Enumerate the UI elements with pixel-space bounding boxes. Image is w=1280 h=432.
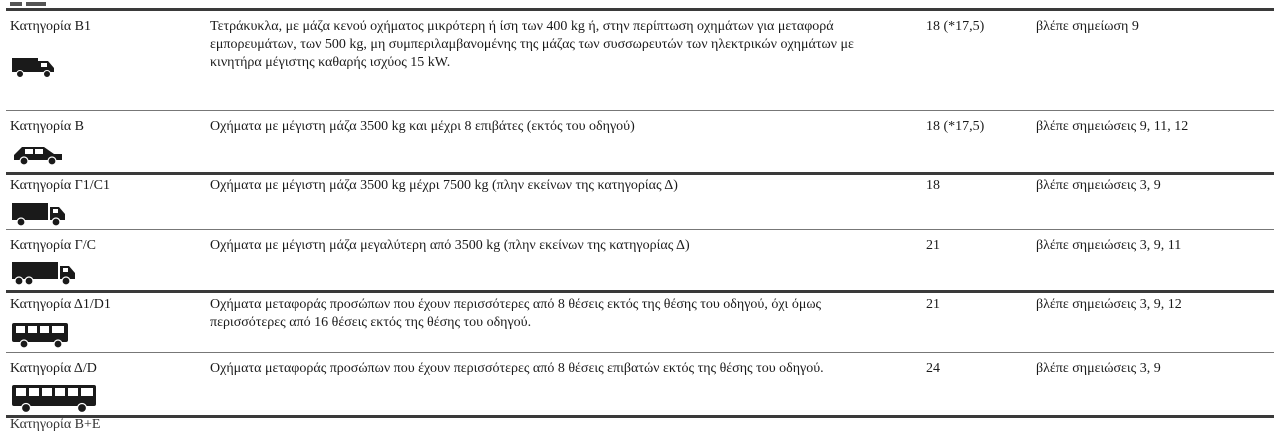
category-description: Οχήματα μεταφοράς προσώπων που έχουν περισσότερες από 8 θέσεις εκτός της θέσης του οδηγού, όχι όμως περισσότερες από 16 θέσεις εκτός της θέσης του οδηγού. bbox=[210, 297, 822, 330]
minimum-age: 18 bbox=[926, 178, 940, 193]
table-rule bbox=[6, 8, 1274, 11]
table-rule bbox=[6, 172, 1274, 175]
row-divider bbox=[6, 110, 1274, 111]
quad-van-icon bbox=[10, 54, 62, 80]
notes-reference: βλέπε σημειώσεις 3, 9, 11 bbox=[1036, 238, 1182, 253]
category-description: Οχήματα με μέγιστη μάζα 3500 kg και μέχρι 8 επιβάτες (εκτός του οδηγού) bbox=[210, 119, 635, 134]
heavy-truck-icon bbox=[10, 259, 78, 287]
category-description: Οχήματα με μέγιστη μάζα μεγαλύτερη από 3500 kg (πλην εκείνων της κατηγορίας Δ) bbox=[210, 238, 690, 253]
category-label: Κατηγορία Δ/D bbox=[10, 361, 97, 376]
minimum-age: 21 bbox=[926, 297, 940, 312]
category-description: Οχήματα με μέγιστη μάζα 3500 kg μέχρι 7500 kg (πλην εκείνων της κατηγορίας Δ) bbox=[210, 178, 678, 193]
minimum-age: 24 bbox=[926, 361, 940, 376]
notes-reference: βλέπε σημειώσεις 9, 11, 12 bbox=[1036, 119, 1189, 134]
category-label: Κατηγορία Β bbox=[10, 119, 84, 134]
row-divider bbox=[6, 229, 1274, 230]
light-truck-icon bbox=[10, 200, 68, 228]
car-icon bbox=[10, 142, 66, 166]
category-description: Οχήματα μεταφοράς προσώπων που έχουν περισσότερες από 8 θέσεις επιβατών εκτός της θέσης του οδηγού. bbox=[210, 361, 824, 376]
minimum-age: 18 (*17,5) bbox=[926, 119, 985, 134]
cut-off-row-fragment: Κατηγορία Β+Ε bbox=[10, 417, 101, 432]
cut-off-text-fragment bbox=[10, 0, 70, 6]
notes-reference: βλέπε σημειώσεις 3, 9, 12 bbox=[1036, 297, 1182, 312]
row-divider bbox=[6, 352, 1274, 353]
minibus-icon bbox=[10, 320, 72, 350]
minimum-age: 21 bbox=[926, 238, 940, 253]
category-description: Τετράκυκλα, με μάζα κενού οχήματος μικρότερη ή ίση των 400 kg ή, στην περίπτωση οχημάτων για μεταφορά εμπορευμάτων, των 500 kg, μη συμπεριλαμβανομένης της μάζας των συσσωρευτών των ηλεκτρικών οχημάτων με κινητήρα μέγιστης καθαρής ισχύος 15 kW. bbox=[210, 19, 854, 70]
notes-reference: βλέπε σημειώσεις 3, 9 bbox=[1036, 361, 1161, 376]
table-rule bbox=[6, 290, 1274, 293]
table-rule bbox=[6, 415, 1274, 418]
category-label: Κατηγορία Β1 bbox=[10, 19, 91, 34]
minimum-age: 18 (*17,5) bbox=[926, 19, 985, 34]
category-label: Κατηγορία Γ1/C1 bbox=[10, 178, 110, 193]
notes-reference: βλέπε σημειώσεις 3, 9 bbox=[1036, 178, 1161, 193]
category-label: Κατηγορία Γ/C bbox=[10, 238, 96, 253]
bus-icon bbox=[10, 382, 100, 414]
notes-reference: βλέπε σημείωση 9 bbox=[1036, 19, 1139, 34]
category-label: Κατηγορία Δ1/D1 bbox=[10, 297, 111, 312]
